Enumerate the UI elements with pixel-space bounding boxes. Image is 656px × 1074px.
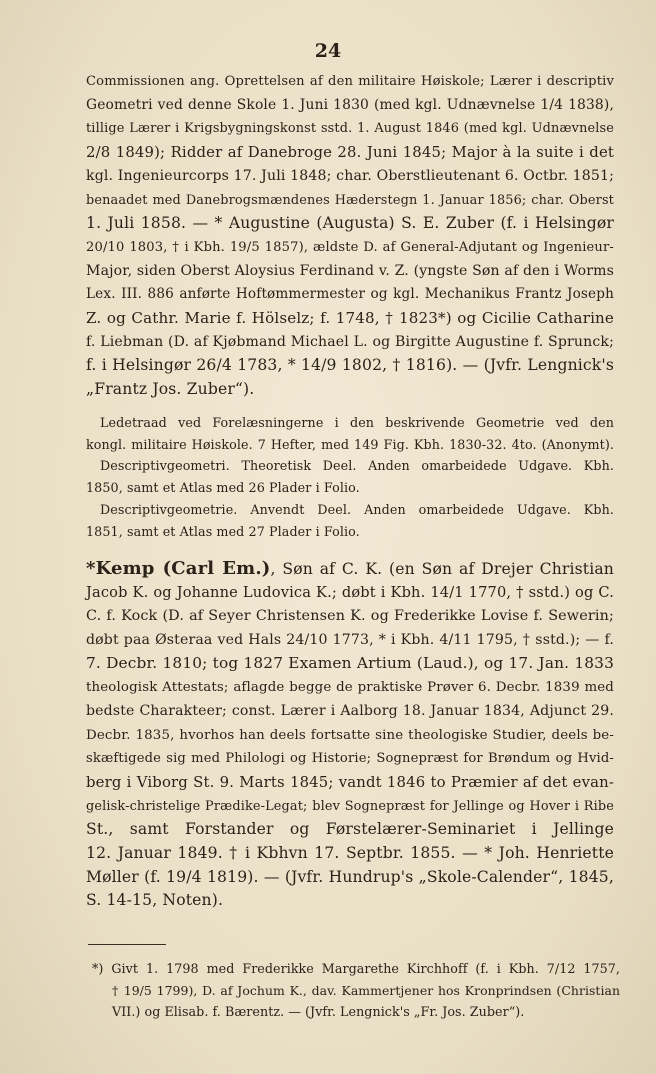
entry-kemp bbox=[86, 557, 614, 914]
text-line: 12. Januar 1849. † i Kbhvn 17. Septbr. 1855. — * Joh. Henriette bbox=[86, 844, 614, 863]
text-line: Major, siden Oberst Aloysius Ferdinand v. Z. (yngste Søn af den i Worms bbox=[86, 262, 614, 279]
text-line: benaadet med Danebrogsmændenes Hæderstegn 1. Januar 1856; char. Oberst bbox=[86, 192, 614, 208]
text-line: Commissionen ang. Oprettelsen af den militaire Høiskole; Lærer i descriptiv bbox=[86, 74, 614, 89]
footnote-line: VII.) og Elisab. f. Bærentz. — (Jvfr. Lengnick's „Fr. Jos. Zuber“). bbox=[112, 1004, 525, 1019]
text-line: f. i Helsingør 26/4 1783, * 14/9 1802, † 1816). — (Jvfr. Lengnick's bbox=[86, 356, 614, 375]
text-line: 7. Decbr. 1810; tog 1827 Examen Artium (Laud.), og 17. Jan. 1833 bbox=[86, 654, 614, 673]
text-line: berg i Viborg St. 9. Marts 1845; vandt 1846 to Præmier af det evan- bbox=[86, 772, 614, 791]
work-line: Descriptivgeometrie. Anvendt Deel. Anden omarbeidede Udgave. Kbh. bbox=[100, 502, 614, 518]
work-line: kongl. militaire Høiskole. 7 Hefter, med 149 Fig. Kbh. 1830-32. 4to. (Anonymt). bbox=[86, 436, 614, 452]
text-line: St., samt Forstander og Førstelærer-Seminariet i Jellinge bbox=[86, 820, 614, 839]
entry-headword: *Kemp (Carl Em.) bbox=[86, 557, 271, 579]
footnote-line: *) Givt 1. 1798 med Frederikke Margarethe Kirchhoff (f. i Kbh. 7/12 1757, bbox=[92, 961, 620, 976]
footnote-rule bbox=[88, 944, 166, 945]
text-line: 20/10 1803, † i Kbh. 19/5 1857), ældste D. af General-Adjutant og Ingenieur- bbox=[86, 239, 614, 255]
work-line: Descriptivgeometri. Theoretisk Deel. Anden omarbeidede Udgave. Kbh. bbox=[100, 458, 614, 474]
entry-first-line: , Søn af C. K. (en Søn af Drejer Christian bbox=[270, 559, 614, 578]
text-line: theologisk Attestats; aflagde begge de praktiske Prøver 6. Decbr. 1839 med bbox=[86, 680, 614, 696]
works-list bbox=[86, 412, 614, 543]
text-line: Jacob K. og Johanne Ludovica K.; døbt i Kbh. 14/1 1770, † sstd.) og C. bbox=[86, 584, 614, 602]
work-line: 1851, samt et Atlas med 27 Plader i Folio. bbox=[86, 523, 360, 539]
text-line: 1. Juli 1858. — * Augustine (Augusta) S. E. Zuber (f. i Helsingør bbox=[86, 214, 614, 233]
work-line: Ledetraad ved Forelæsningerne i den beskrivende Geometrie ved den bbox=[100, 414, 614, 430]
text-line: Z. og Cathr. Marie f. Hölselz; f. 1748, † 1823*) og Cicilie Catharine bbox=[86, 309, 614, 328]
text-line: døbt paa Østeraa ved Hals 24/10 1773, * i Kbh. 4/11 1795, † sstd.); — f. bbox=[86, 631, 614, 648]
text-line: 2/8 1849); Ridder af Danebroge 28. Juni 1845; Major à la suite i det bbox=[86, 143, 614, 162]
text-line bbox=[86, 557, 614, 582]
text-line: Lex. III. 886 anførte Hoftømmermester og kgl. Mechanikus Frantz Joseph bbox=[86, 286, 614, 303]
text-line: skæftigede sig med Philologi og Historie; Sognepræst for Brøndum og Hvid- bbox=[86, 751, 614, 767]
text-line: kgl. Ingenieurcorps 17. Juli 1848; char. Oberstlieutenant 6. Octbr. 1851; bbox=[86, 167, 614, 184]
text-line: tillige Lærer i Krigsbygningskonst sstd. 1. August 1846 (med kgl. Udnævnelse bbox=[86, 121, 614, 137]
text-line: „Frantz Jos. Zuber“). bbox=[86, 380, 255, 399]
text-line: f. Liebman (D. af Kjøbmand Michael L. og Birgitte Augustine f. Sprunck; bbox=[86, 333, 614, 350]
text-line: C. f. Kock (D. af Seyer Christensen K. og Frederikke Lovise f. Sewerin; bbox=[86, 608, 614, 625]
text-line: Geometri ved denne Skole 1. Juni 1830 (med kgl. Udnævnelse 1/4 1838), bbox=[86, 96, 614, 113]
text-line: gelisk-christelige Prædike-Legat; blev Sognepræst for Jellinge og Hover i Ribe bbox=[86, 798, 614, 814]
page-number: 24 bbox=[314, 40, 342, 62]
text-line: bedste Charakteer; const. Lærer i Aalborg 18. Januar 1834, Adjunct 29. bbox=[86, 702, 614, 719]
entry-continuation bbox=[86, 70, 614, 402]
text-line: Møller (f. 19/4 1819). — (Jvfr. Hundrup's „Skole-Calender“, 1845, bbox=[86, 867, 614, 886]
text-line: S. 14-15, Noten). bbox=[86, 891, 224, 910]
footnote-line: † 19/5 1799), D. af Jochum K., dav. Kammertjener hos Kronprindsen (Christian bbox=[112, 982, 620, 998]
text-body bbox=[86, 70, 614, 913]
footnote bbox=[92, 958, 620, 1023]
text-line: Decbr. 1835, hvorhos han deels fortsatte sine theologiske Studier, deels be- bbox=[86, 727, 614, 743]
work-line: 1850, samt et Atlas med 26 Plader i Folio. bbox=[86, 480, 360, 496]
